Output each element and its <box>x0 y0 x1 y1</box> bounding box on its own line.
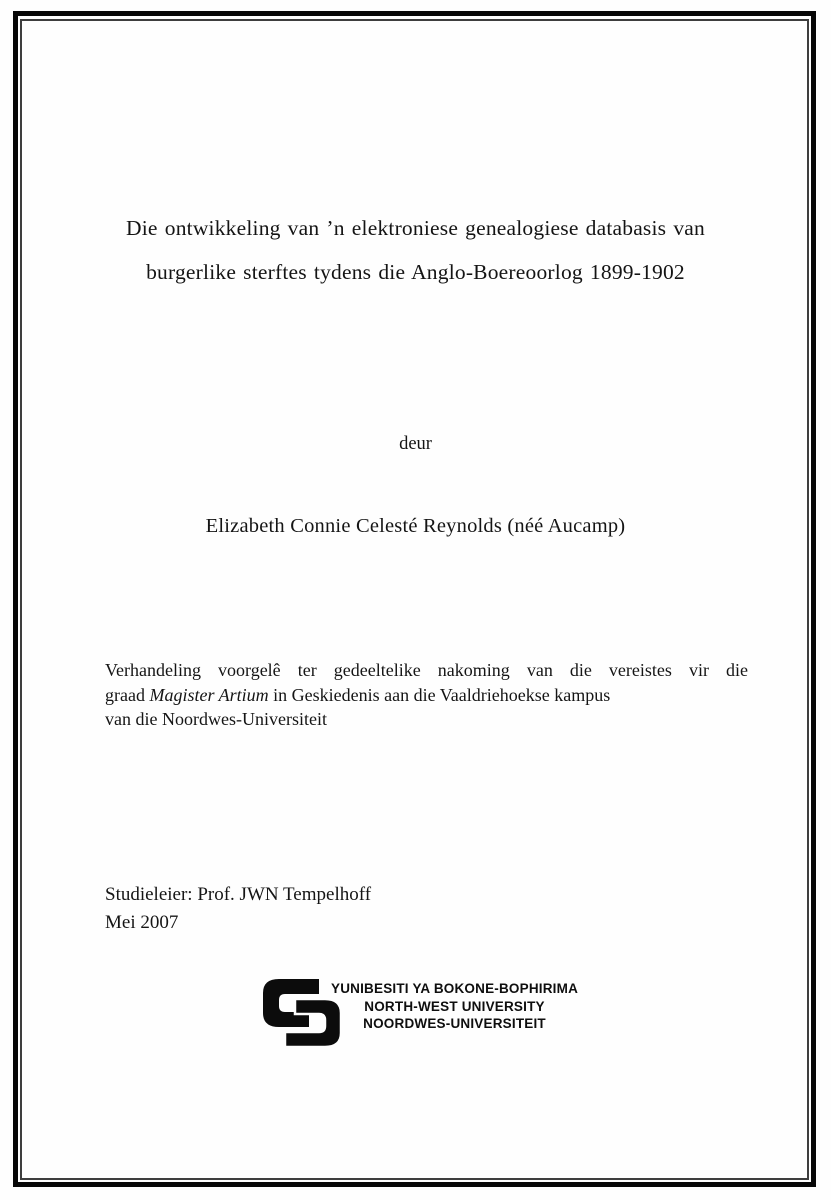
logo-text-setswana: YUNIBESITI YA BOKONE-BOPHIRIMA <box>331 981 579 996</box>
degree-statement-line2-pre: graad <box>105 684 150 705</box>
byline-deur: deur <box>399 434 432 454</box>
thesis-title-line1: Die ontwikkeling van ’n elektroniese genealogiese databasis van <box>126 216 705 240</box>
thesis-title <box>0 206 831 294</box>
logo-text-afrikaans: NOORDWES-UNIVERSITEIT <box>363 1016 546 1032</box>
logo-text-english: NORTH-WEST UNIVERSITY <box>364 998 545 1014</box>
supervisor-line: Studieleier: Prof. JWN Tempelhoff <box>105 884 372 905</box>
degree-name-italic: Magister Artium <box>149 684 269 705</box>
degree-statement-line1: Verhandeling voorgelê ter gedeeltelike nakoming van die vereistes vir die <box>105 660 748 680</box>
university-logo <box>257 973 578 1053</box>
thesis-title-line2: burgerlike sterftes tydens die Anglo-Boereoorlog 1899-1902 <box>146 260 685 284</box>
degree-statement <box>105 658 748 732</box>
degree-statement-line2-post: in Geskiedenis aan die Vaaldriehoekse kampus <box>268 684 611 705</box>
author-name: Elizabeth Connie Celesté Reynolds (néé Aucamp) <box>205 515 626 537</box>
degree-statement-line3: van die Noordwes-Universiteit <box>105 709 327 729</box>
supervisor-block <box>105 881 371 936</box>
date-line: Mei 2007 <box>105 911 179 933</box>
university-logo-text <box>331 973 578 1033</box>
degree-statement-line2 <box>105 683 748 708</box>
